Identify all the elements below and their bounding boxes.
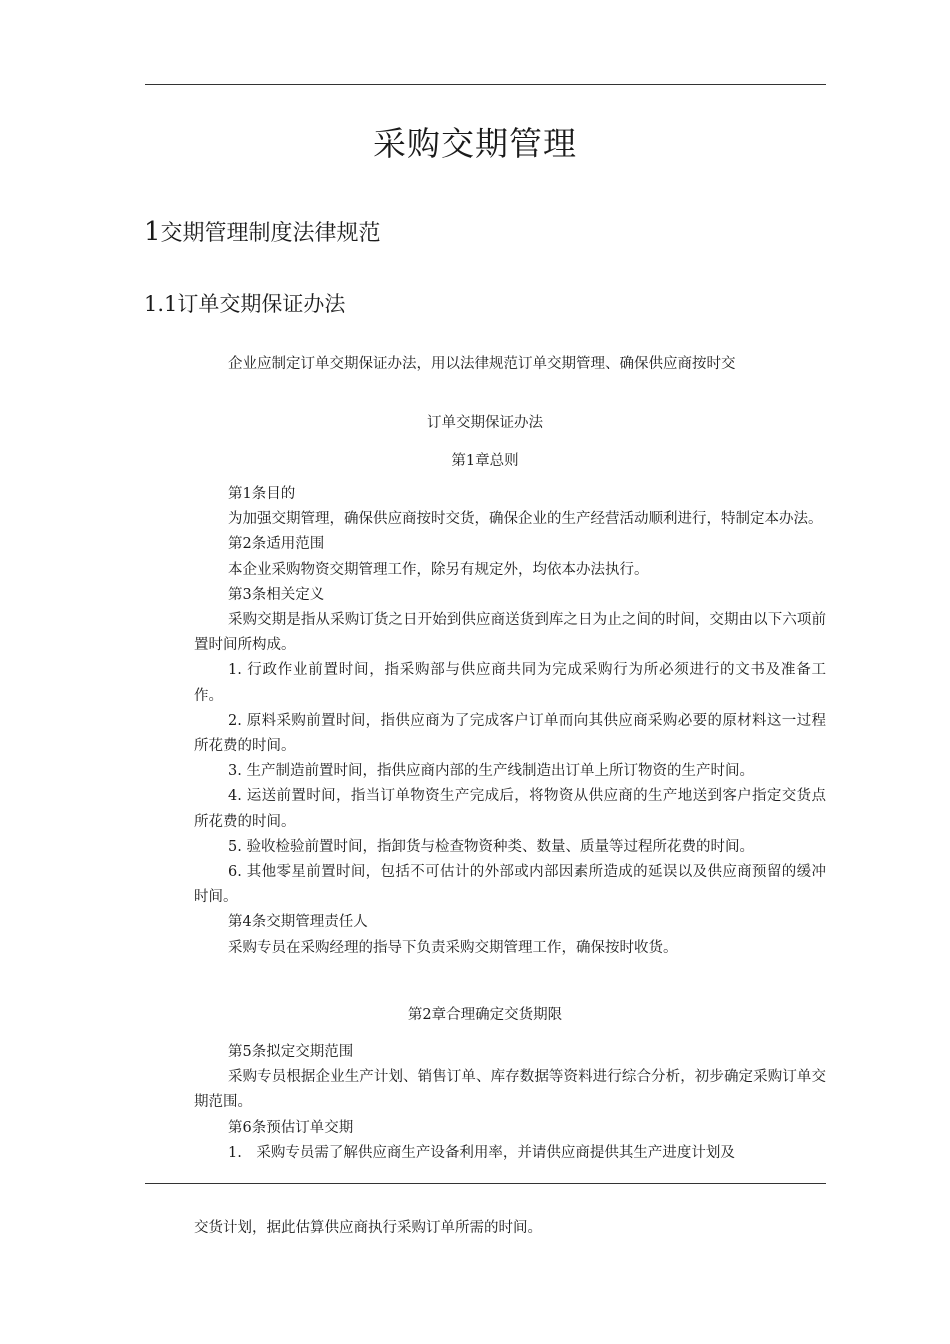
heading-2: 1.1订单交期保证办法 [144, 292, 346, 316]
paragraph: 采购交期是指从采购订货之日开始到供应商送货到库之日为止之间的时间，交期由以下六项前置时间所构成。 [194, 612, 826, 654]
article-heading: 第1条目的 [228, 486, 296, 502]
list-item: 1. 采购专员需了解供应商生产设备利用率，并请供应商提供其生产进度计划及 [228, 1144, 735, 1161]
intro-paragraph: 企业应制定订单交期保证办法，用以法律规范订单交期管理、确保供应商按时交 [228, 356, 736, 372]
chapter-1-heading: 第1章总则 [451, 453, 519, 469]
chapter-1-body [194, 482, 826, 961]
page-break-rule [145, 1183, 826, 1184]
paragraph: 采购专员在采购经理的指导下负责采购交期管理工作，确保按时收货。 [228, 939, 678, 956]
paragraph: 为加强交期管理，确保供应商按时交货，确保企业的生产经营活动顺利进行，特制定本办法。 [228, 511, 823, 528]
heading-1 [144, 216, 381, 247]
paragraph: 本企业采购物资交期管理工作，除另有规定外，均依本办法执行。 [228, 561, 649, 578]
chapter-2-body [194, 1040, 826, 1166]
list-item: 1. 行政作业前置时间，指采购部与供应商共同为完成采购行为所必须进行的文书及准备工作。 [194, 662, 826, 704]
document-title: 订单交期保证办法 [427, 415, 543, 431]
article-heading: 第4条交期管理责任人 [228, 914, 368, 931]
header-rule [145, 84, 826, 85]
heading-1-text: 交期管理制度法律规范 [160, 221, 381, 246]
article-heading: 第2条适用范围 [228, 536, 325, 553]
chapter-2-heading: 第2章合理确定交货期限 [407, 1007, 563, 1023]
heading-1-number: 1 [144, 217, 161, 247]
page-title: 采购交期管理 [373, 124, 577, 163]
continuation-paragraph: 交货计划，据此估算供应商执行采购订单所需的时间。 [194, 1220, 542, 1236]
article-heading: 第6条预估订单交期 [228, 1119, 354, 1136]
list-item: 2. 原料采购前置时间，指供应商为了完成客户订单而向其供应商采购必要的原材料这一过程所花费的时间。 [194, 712, 826, 755]
list-item: 3. 生产制造前置时间，指供应商内部的生产线制造出订单上所订物资的生产时间。 [228, 763, 754, 780]
list-item: 6. 其他零星前置时间，包括不可估计的外部或内部因素所造成的延误以及供应商预留的缓冲时间。 [194, 864, 826, 906]
article-heading: 第5条拟定交期范围 [228, 1044, 354, 1060]
list-item: 4. 运送前置时间，指当订单物资生产完成后，将物资从供应商的生产地送到客户指定交货点所花费的时间。 [194, 788, 826, 830]
list-item: 5. 验收检验前置时间，指卸货与检查物资种类、数量、质量等过程所花费的时间。 [228, 838, 754, 855]
article-heading: 第3条相关定义 [228, 586, 325, 603]
paragraph: 采购专员根据企业生产计划、销售订单、库存数据等资料进行综合分析，初步确定采购订单交期范围。 [194, 1069, 826, 1111]
